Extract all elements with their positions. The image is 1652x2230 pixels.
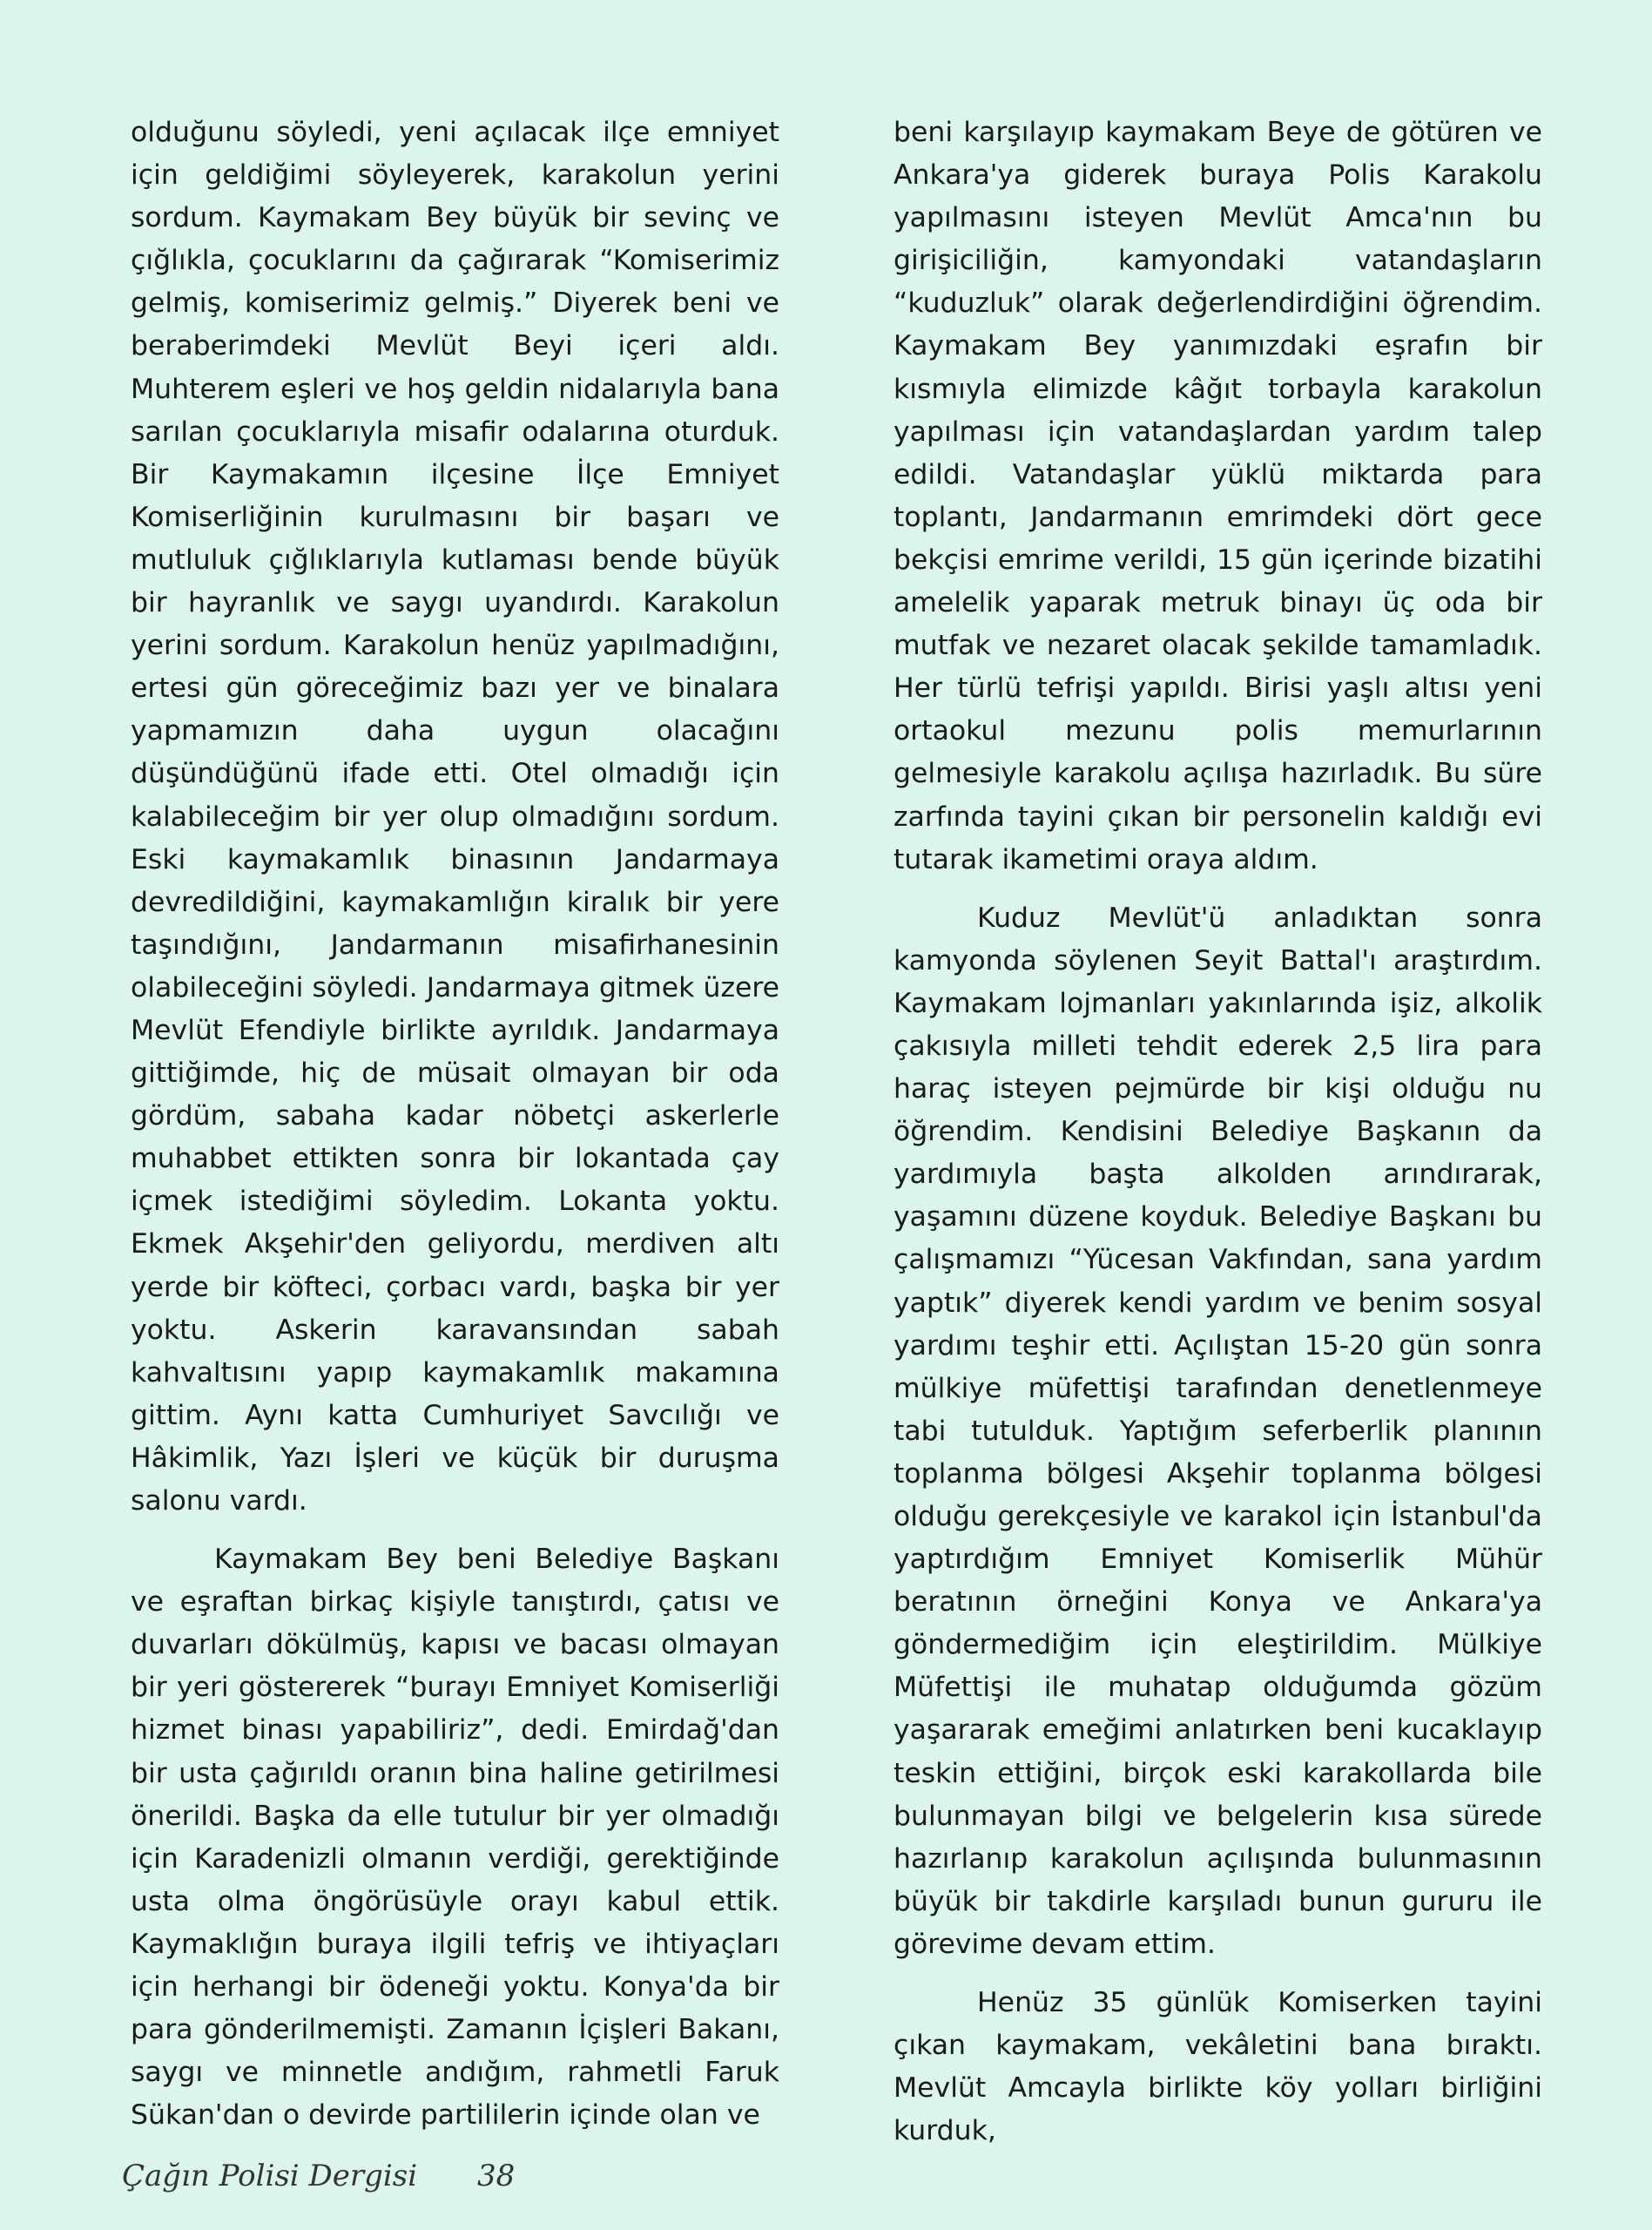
- paragraph: Henüz 35 günlük Komiserken tayini çıkan kaymakam, vekâletini bana bıraktı. Mevlüt Amcayla birlikte köy yolları birliğini kurduk,: [893, 1987, 1542, 2147]
- right-column: [893, 112, 1542, 2152]
- magazine-title: Çağın Polisi Dergisi: [122, 2159, 418, 2193]
- left-column: [131, 112, 779, 2137]
- paragraph: Kuduz Mevlüt'ü anladıktan sonra kamyonda söylenen Seyit Battal'ı araştırdım. Kaymakam lojmanları yakınlarında işiz, alkolik çakısıyla milleti tehdit ederek 2,5 lira para haraç isteyen pejmürde bir kişi olduğu nu öğrendim. Kendisini Belediye Başkanın da yardımıyla başta alkolden arındırarak, yaşamını düzene koyduk. Belediye Başkanı bu çalışmamızı “Yücesan Vakfından, sana yardım yaptık” diyerek kendi yardım ve benim sosyal yardımı teşhir etti. Açılıştan 15-20 gün sonra mülkiye müfettişi tarafından denetlenmeye tabi tutulduk. Yaptığım seferberlik planının toplanma bölgesi Akşehir toplanma bölgesi olduğu gerekçesiyle ve karakol için İstanbul'da yaptırdığım Emniyet Komiserlik Mühür beratının örneğini Konya ve Ankara'ya göndermediğim için eleştirildim. Mülkiye Müfettişi ile muhatap olduğumda gözüm yaşararak emeğimi anlatırken beni kucaklayıp teskin ettiğini, birçok eski karakollarda bile bulunmayan bilgi ve belgelerin kısa sürede hazırlanıp karakolun açılışında bulunmasının büyük bir takdirle karşıladı bunun gururu ile görevime devam ettim.: [893, 902, 1542, 1960]
- paragraph: olduğunu söyledi, yeni açılacak ilçe emniyet için geldiğimi söyleyerek, karakolun yerini sordum. Kaymakam Bey büyük bir sevinç ve çığlıkla, çocuklarını da çağırarak “Komiserimiz gelmiş, komiserimiz gelmiş.” Diyerek beni ve beraberimdeki Mevlüt Beyi içeri aldı. Muhterem eşleri ve hoş geldin nidalarıyla bana sarılan çocuklarıyla misafir odalarına oturduk. Bir Kaymakamın ilçesine İlçe Emniyet Komiserliğinin kurulmasını bir başarı ve mutluluk çığlıklarıyla kutlaması bende büyük bir hayranlık ve saygı uyandırdı. Karakolun yerini sordum. Karakolun henüz yapılmadığını, ertesi gün göreceğimiz bazı yer ve binalara yapmamızın daha uygun olacağını düşündüğünü ifade etti. Otel olmadığı için kalabileceğim bir yer olup olmadığını sordum. Eski kaymakamlık binasının Jandarmaya devredildiğini, kaymakamlığın kiralık bir yere taşındığını, Jandarmanın misafirhanesinin olabileceğini söyledi. Jandarmaya gitmek üzere Mevlüt Efendiyle birlikte ayrıldık. Jandarmaya gittiğimde, hiç de müsait olmayan bir oda gördüm, sabaha kadar nöbetçi askerlerle muhabbet ettikten sonra bir lokantada çay içmek istediğimi söyledim. Lokanta yoktu. Ekmek Akşehir'den geliyordu, merdiven altı yerde bir köfteci, çorbacı vardı, başka bir yer yoktu. Askerin karavansından sabah kahvaltısını yapıp kaymakamlık makamına gittim. Aynı katta Cumhuriyet Savcılığı ve Hâkimlik, Yazı İşleri ve küçük bir duruşma salonu vardı.: [131, 117, 779, 1517]
- paragraph: beni karşılayıp kaymakam Beye de götüren ve Ankara'ya giderek buraya Polis Karakolu yapılmasını isteyen Mevlüt Amca'nın bu girişiciliğin, kamyondaki vatandaşların “kuduzluk” olarak değerlendirdiğini öğrendim. Kaymakam Bey yanımızdaki eşrafın bir kısmıyla elimizde kâğıt torbayla karakolun yapılması için vatandaşlardan yardım talep edildi. Vatandaşlar yüklü miktarda para toplantı, Jandarmanın emrimdeki dört gece bekçisi emrime verildi, 15 gün içerinde bizatihi amelelik yaparak metruk binayı üç oda bir mutfak ve nezaret olacak şekilde tamamladık. Her türlü tefrişi yapıldı. Birisi yaşlı altısı yeni ortaokul mezunu polis memurlarının gelmesiyle karakolu açılışa hazırladık. Bu süre zarfında tayini çıkan bir personelin kaldığı evi tutarak ikametimi oraya aldım.: [893, 117, 1542, 875]
- page-number: 38: [477, 2159, 516, 2193]
- paragraph: Kaymakam Bey beni Belediye Başkanı ve eşraftan birkaç kişiyle tanıştırdı, çatısı ve duvarları dökülmüş, kapısı ve bacası olmayan bir yeri göstererek “burayı Emniyet Komiserliği hizmet binası yapabiliriz”, dedi. Emirdağ'dan bir usta çağırıldı oranın bina haline getirilmesi önerildi. Başka da elle tutulur bir yer olmadığı için Karadenizli olmanın verdiği, gerektiğinde usta olma öngörüsüyle orayı kabul ettik. Kaymaklığın buraya ilgili tefriş ve ihtiyaçları için herhangi bir ödeneği yoktu. Konya'da bir para gönderilmemişti. Zamanın İçişleri Bakanı, saygı ve minnetle andığım, rahmetli Faruk Sükan'dan o devirde partililerin içinde olan ve: [131, 1544, 779, 2132]
